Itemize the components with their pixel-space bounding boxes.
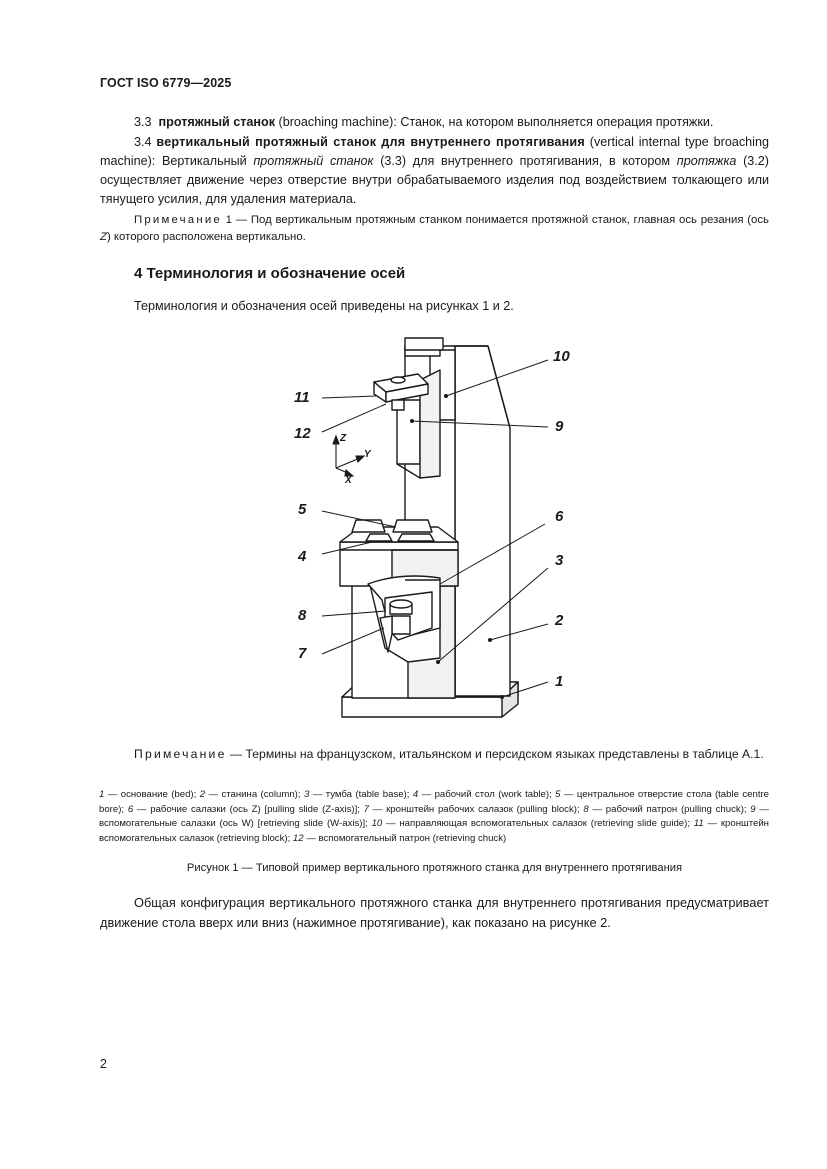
- legend-text: — рабочий стол (work table);: [418, 789, 556, 800]
- section-intro: Терминология и обозначения осей приведены на рисунках 1 и 2.: [134, 299, 514, 313]
- callout-7: 7: [298, 645, 307, 662]
- note-2: [100, 745, 769, 764]
- legend-text: — направляющая вспомогательных салазок (retrieving slide guide);: [382, 818, 694, 829]
- term-number: 3.4: [134, 135, 152, 149]
- retrieving-chuck-shape: [392, 400, 404, 410]
- callout-3: 3: [555, 552, 564, 569]
- legend-text: — вспомогательный патрон (retrieving chuck): [303, 832, 507, 844]
- callout-9: 9: [555, 418, 564, 435]
- legend-number: 1: [99, 789, 105, 800]
- legend-item: [364, 804, 584, 815]
- note-text: — Термины на французском, итальянском и персидском языках представлены в таблице А.1.: [226, 747, 764, 761]
- callout-11: 11: [294, 389, 310, 406]
- term-number: 3.3: [134, 115, 152, 129]
- legend-text: — центральное отверстие стола (table centre bore);: [99, 789, 770, 815]
- note-label: Примечание: [134, 214, 222, 226]
- legend-item: [413, 789, 555, 800]
- section-title: 4 Терминология и обозначение осей: [134, 265, 406, 282]
- axis-label-z: Z: [340, 433, 347, 444]
- term-reference: протяжный станок: [253, 154, 374, 168]
- legend-number: 12: [292, 832, 304, 844]
- figure-caption: Рисунок 1 — Типовой пример вертикального протяжного станка для внутреннего протягивания: [186, 862, 683, 874]
- callout-8: 8: [298, 607, 307, 624]
- legend-text: — тумба (table base);: [309, 789, 413, 800]
- legend-item: [99, 789, 200, 800]
- legend-number: 9: [750, 803, 756, 815]
- legend-item: [200, 789, 304, 800]
- legend-item: [293, 833, 506, 844]
- legend-item: [304, 789, 413, 800]
- term-name: вертикальный протяжный станок для внутреннего протягивания: [156, 135, 585, 149]
- axis-name: Z: [100, 231, 107, 243]
- page-number: 2: [100, 1057, 107, 1071]
- legend-number: 3: [303, 789, 310, 800]
- axes-symbol: [333, 436, 364, 476]
- axis-label-y: Y: [364, 449, 371, 460]
- legend-item: [583, 804, 750, 815]
- legend-number: 11: [693, 818, 704, 829]
- legend-number: 4: [412, 789, 419, 800]
- legend-text: — станина (column);: [205, 789, 304, 800]
- legend-text: — кронштейн рабочих салазок (pulling block);: [369, 803, 584, 815]
- callout-1: 1: [555, 673, 564, 690]
- legend-text: — рабочие салазки (ось Z) [pulling slide (Z-axis)];: [133, 803, 364, 815]
- callout-2: 2: [555, 612, 564, 629]
- legend-number: 7: [363, 803, 370, 815]
- legend-number: 10: [371, 818, 383, 829]
- term-text: (3.2) осуществляет движение через отверстие внутри обрабатываемого изделия под воздействием толкающего или тянущего усилия, для удаления материала.: [100, 154, 770, 206]
- callout-12: 12: [294, 425, 311, 442]
- legend-text: — рабочий патрон (pulling chuck);: [588, 803, 751, 815]
- document-header: ГОСТ ISO 6779—2025: [100, 76, 232, 90]
- callout-10: 10: [553, 348, 570, 365]
- note-label: Примечание: [134, 747, 227, 761]
- note-text: 1 — Под вертикальным протяжным станком понимается протяжной станок, главная ось резания (ось: [221, 214, 769, 226]
- legend-number: 8: [583, 803, 589, 815]
- note-text: ) которого расположена вертикально.: [106, 231, 306, 243]
- legend-number: 5: [555, 789, 561, 800]
- term-english: (vertical internal type broaching machine): Вертикальный: [100, 135, 769, 168]
- legend-number: 6: [127, 803, 134, 815]
- legend-text: — основание (bed);: [104, 789, 200, 800]
- term-text: (3.3) для внутреннего протягивания, в котором: [373, 154, 677, 168]
- callout-6: 6: [555, 508, 564, 525]
- closing-paragraph: Общая конфигурация вертикального протяжного станка для внутреннего протягивания предусматривает движение стола вверх или вниз (нажимное протягивание), как показано на рисунке 2.: [100, 895, 769, 930]
- term-name: протяжный станок: [158, 115, 276, 129]
- axis-label-x: X: [345, 475, 352, 486]
- legend-text: — вспомогательные салазки (ось W) [retrieving slide (W-axis)];: [99, 803, 769, 829]
- legend-number: 2: [199, 789, 206, 800]
- term-definition: (broaching machine): Станок, на котором выполняется операция протяжки.: [275, 115, 714, 129]
- callout-4: 4: [298, 548, 307, 565]
- figure-legend: [99, 788, 769, 846]
- term-reference: протяжка: [676, 154, 737, 168]
- legend-item: [372, 818, 694, 829]
- legend-text: — кронштейн вспомогательных салазок (retrieving block);: [99, 818, 769, 844]
- callout-5: 5: [298, 501, 307, 518]
- legend-item: [128, 804, 364, 815]
